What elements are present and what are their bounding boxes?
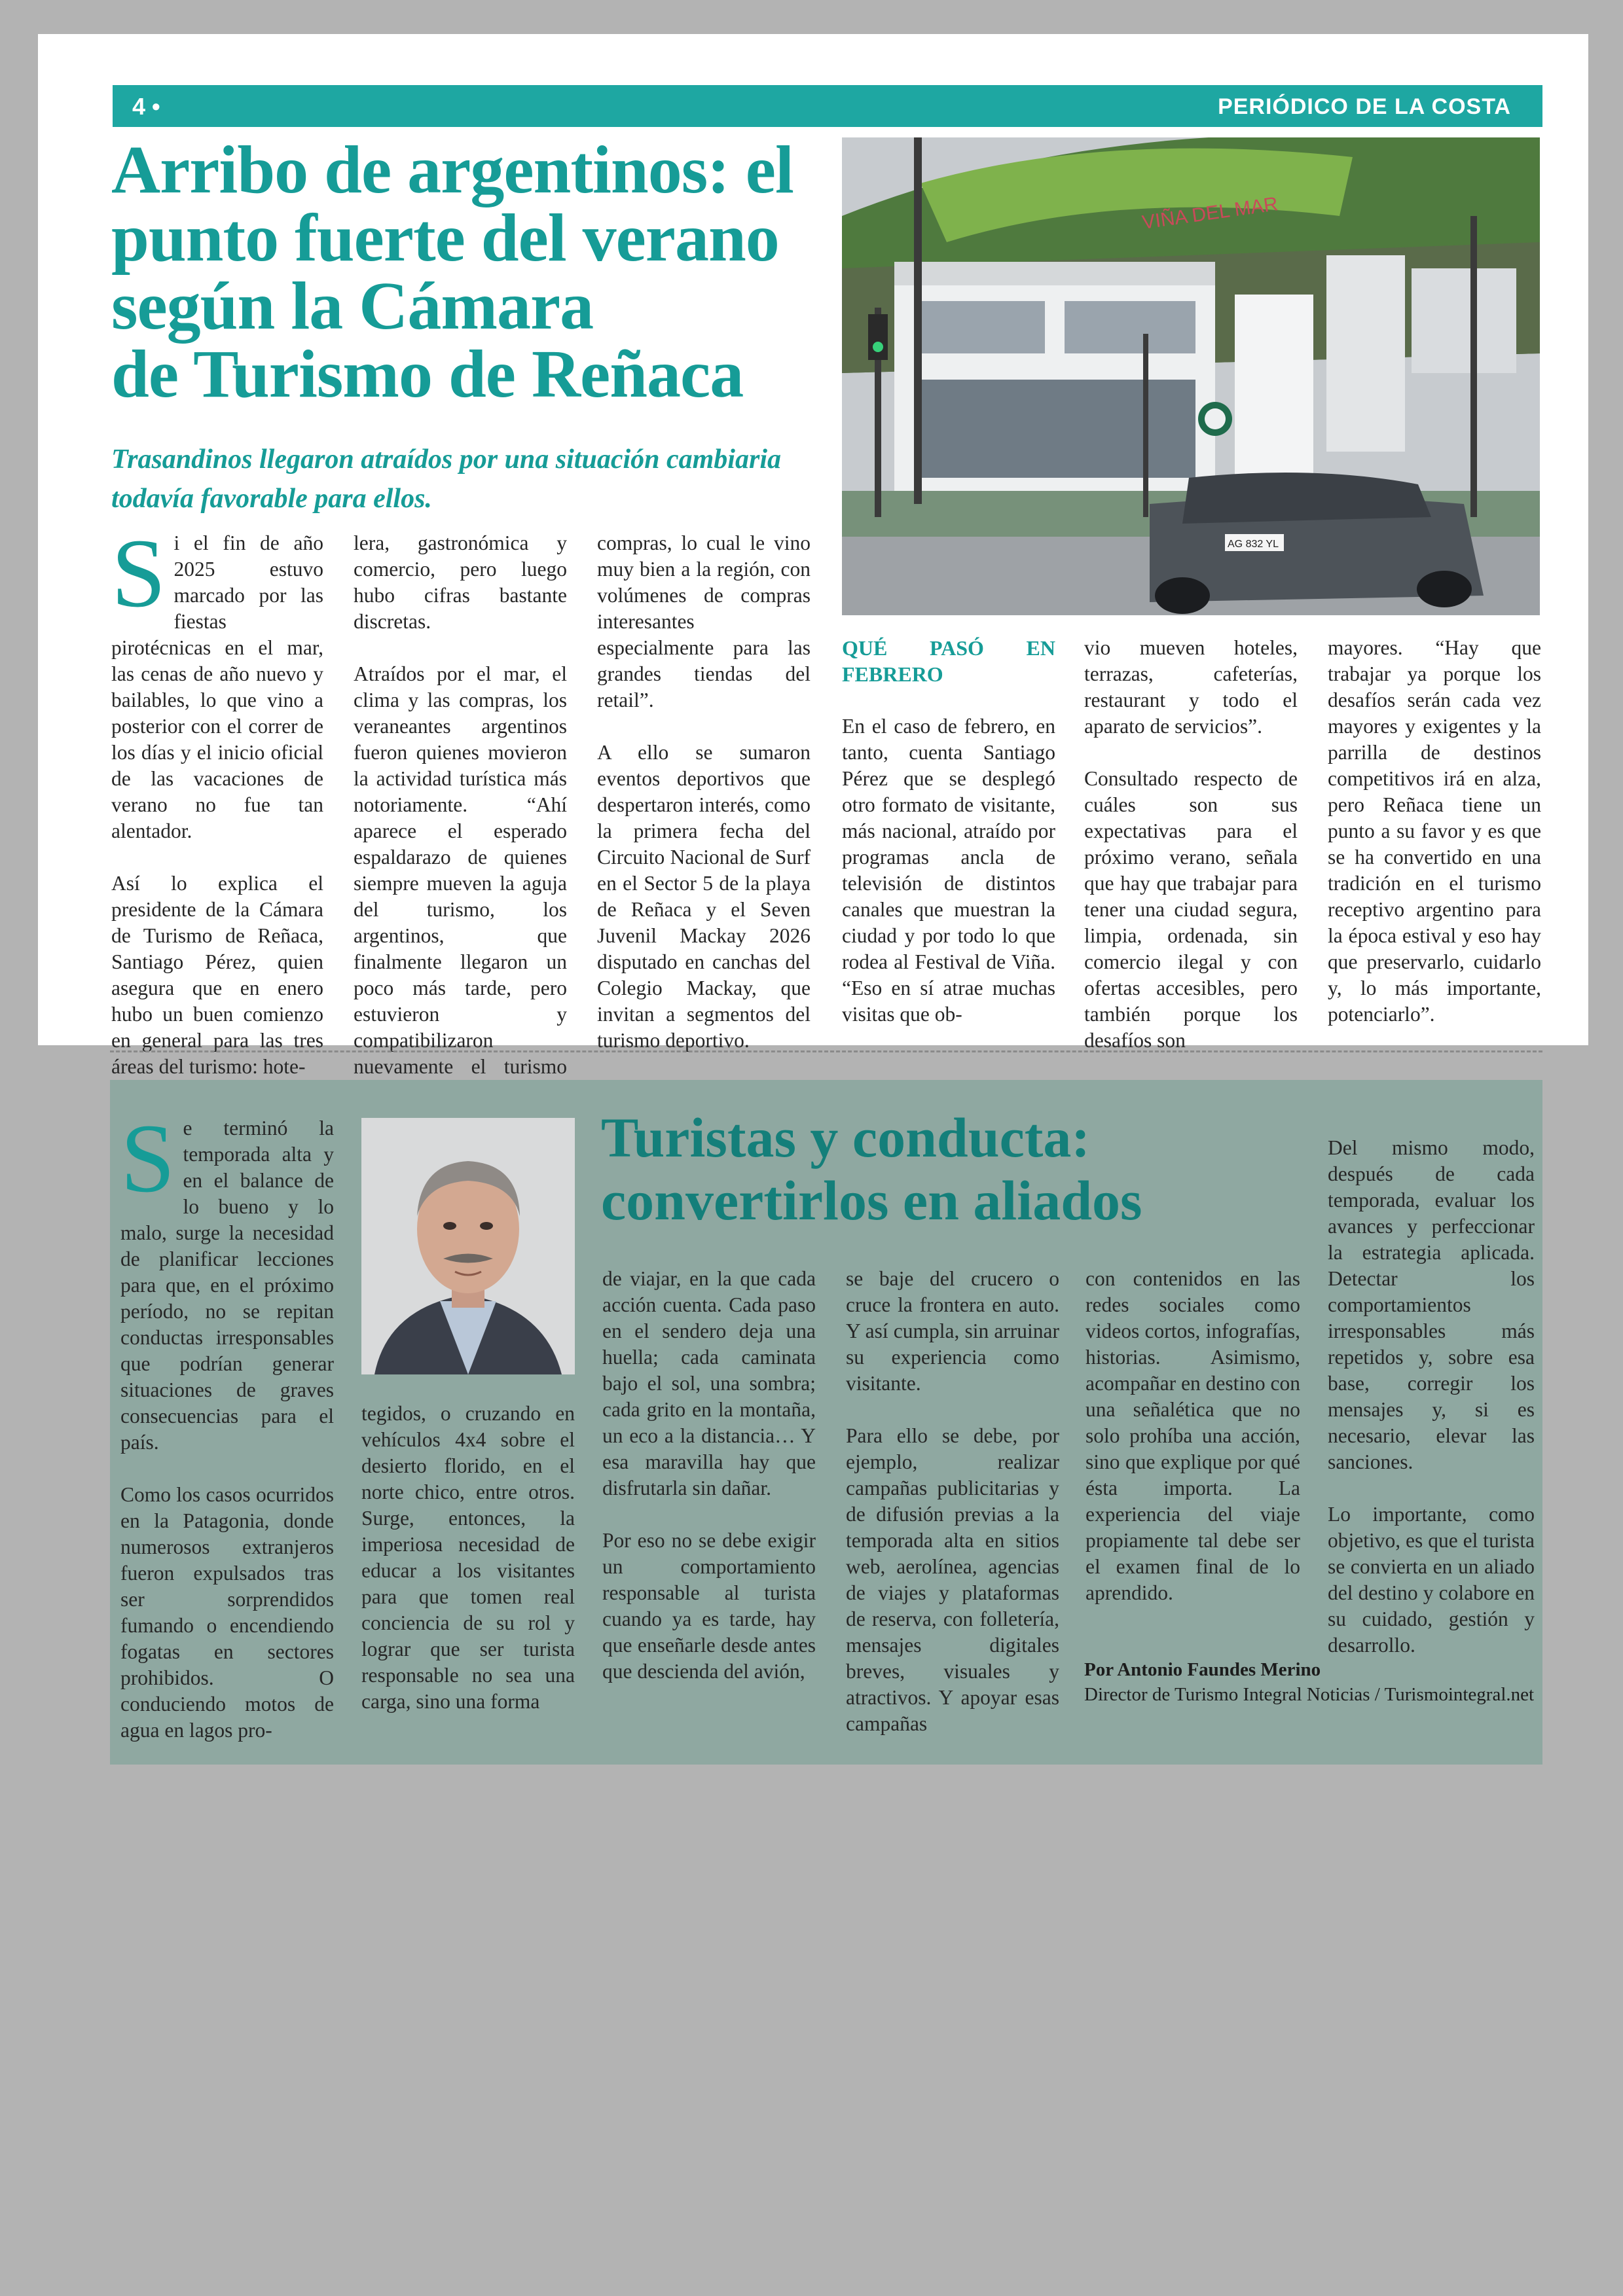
paragraph: con contenidos en las redes sociales como videos cortos, infografías, historias. Asimismo, acompañar en destino con una señalética que no solo prohíba una acción, sino que explique por qué ésta importa. La experiencia del viaje propiamente tal debe ser el examen final de lo aprendido. — [1085, 1267, 1300, 1604]
article-column-5 — [1084, 635, 1298, 1080]
paragraph: de viajar, en la que cada acción cuenta. Cada paso en el sendero deja una huella; cada caminata bajo el sol, una sombra; cada grito en la montaña, un eco a la distancia… Y esa maravilla hay que disfrutarla sin dañar. — [602, 1267, 816, 1499]
opinion-column-4 — [846, 1266, 1059, 1763]
paragraph: Como los casos ocurridos en la Patagonia, donde numerosos extranjeros fueron expulsados tras ser sorprendidos fumando o encendiendo fogatas en sectores prohibidos. O conduciendo motos de agua en lagos pro- — [120, 1483, 334, 1742]
opinion-byline — [1084, 1657, 1556, 1707]
paragraph: En el caso de febrero, en tanto, cuenta Santiago Pérez que se desplegó otro formato de visitante, más nacional, atraído por programas ancla de televisión de distintos canales que muestran la ciudad y por todo lo que rodea al Festival de Viña. “Eso en sí atrae muchas visitas que ob- — [842, 715, 1055, 1026]
opinion-column-6 — [1328, 1135, 1535, 1685]
street-scene-photo — [842, 137, 1540, 615]
article-headline: Arribo de argentinos: el punto fuerte del verano según la Cámara de Turismo de Reñaca — [111, 132, 793, 412]
hillside-sign: VIÑA DEL MAR — [1140, 193, 1279, 234]
paragraph: Así lo explica el presidente de la Cámara de Turismo de Reñaca, Santiago Pérez, quien asegura que en enero hubo un buen comienzo en general para las tres áreas del turismo: hote- — [111, 872, 323, 1078]
opinion-column-2 — [361, 1401, 575, 1741]
article-subheadline: Trasandinos llegaron atraídos por una situación cambiaria todavía favorable para ellos. — [111, 444, 781, 514]
paragraph: se baje del crucero o cruce la frontera en auto. Y así cumpla, sin arruinar su experiencia como visitante. — [846, 1267, 1059, 1395]
paragraph: Por eso no se debe exigir un comportamiento responsable al turista cuando ya es tarde, hay que enseñarle desde antes que descienda del avión, — [602, 1529, 816, 1683]
drop-cap: S — [111, 519, 166, 628]
opinion-column-5 — [1085, 1266, 1300, 1632]
paragraph: tegidos, o cruzando en vehículos 4x4 sobre el desierto florido, en el norte chico, entre otros. Surge, entonces, la imperiosa necesidad de educar a los visitantes para que tomen real conciencia de su rol y lograr que ser turista responsable no sea una carga, sino una forma — [361, 1402, 575, 1713]
article-column-1: Si el fin de año 2025 estuvo marcado por las fiestas pirotécnicas en el mar, las cenas de año nuevo y bailables, lo que vino a posterior con el correr de los días y el inicio oficial de las vacaciones de verano no fue tan alentador. Así lo explica el presidente de la Cámara de Turismo de Reñaca, Santiago Pérez, quien asegura que en enero hubo un buen comienzo en general para las tres áreas del turismo: hote- — [111, 530, 323, 1106]
article-column-4 — [842, 635, 1055, 1054]
dashed-divider — [110, 1050, 1542, 1052]
opinion-column-1: Se terminó la temporada alta y en el balance de lo bueno y lo malo, surge la necesidad de planificar lecciones para que, en el próximo período, no se repitan conductas irresponsables que podrían generar situaciones de graves consecuencias para el país. Como los casos ocurridos en la Patagonia, donde numerosos extranjeros fueron expulsados tras ser sorprendidos fumando o encendiendo fogatas en sectores prohibidos. O conduciendo motos de agua en lagos pro- — [120, 1115, 334, 1770]
paragraph: lera, gastronómica y comercio, pero luego hubo cifras bastante discretas. — [354, 531, 567, 633]
article-column-2 — [354, 530, 567, 1132]
author-name: Por Antonio Faundes Merino — [1084, 1659, 1321, 1680]
opinion-column-3 — [602, 1266, 816, 1711]
author-role: Director de Turismo Integral Noticias / Turismointegral.net — [1084, 1684, 1535, 1705]
author-portrait — [361, 1118, 575, 1374]
article-photo — [842, 137, 1540, 615]
page-number: 4 • — [132, 93, 160, 120]
article-column-6 — [1328, 635, 1541, 1054]
paragraph: Atraídos por el mar, el clima y las compras, los veraneantes argentinos fueron quienes movieron la actividad turística más notoriamente. “Ahí aparece el esperado espaldarazo de quienes siempre mueven la aguja del turismo, los argentinos, que finalmente llegaron un poco más tarde, pero estuvieron y compatibilizaron nuevamente el turismo — [354, 662, 567, 1078]
article-column-3 — [597, 530, 811, 1080]
paragraph: mayores. “Hay que trabajar ya porque los desafíos serán cada vez mayores y exigentes y la parrilla de destinos competitivos irá en alza, pero Reñaca tiene un punto a su favor y es que se ha convertido en una tradición en el turismo receptivo argentino para la época estival y eso hay que preservarlo, cuidarlo y, lo más importante, potenciarlo”. — [1328, 636, 1541, 1026]
paragraph: compras, lo cual le vino muy bien a la región, con volúmenes de compras interesantes especialmente para las grandes tiendas del retail”. — [597, 531, 811, 711]
paragraph: Para ello se debe, por ejemplo, realizar campañas publicitarias y de difusión previas a la temporada alta en sitios web, aerolínea, agencias de viajes y plataformas de reserva, con folletería, mensajes digitales breves, visuales y atractivos. Y apoyar esas campañas — [846, 1424, 1059, 1735]
opinion-title: Turistas y conducta: convertirlos en aliados — [601, 1106, 1142, 1232]
section-title: QUÉ PASÓ EN FEBRERO — [842, 636, 1055, 686]
paragraph: Del mismo modo, después de cada temporada, evaluar los avances y perfeccionar la estrategia aplicada. Detectar los comportamientos irresponsables más repetidos y, sobre esa base, corregir los mensajes y, si es necesario, elevar las sanciones. — [1328, 1136, 1535, 1473]
author-photo — [361, 1118, 575, 1374]
page-header-bar — [113, 85, 1542, 127]
publication-name: PERIÓDICO DE LA COSTA — [1218, 94, 1511, 119]
paragraph: Lo importante, como objetivo, es que el turista se convierta en un aliado del destino y colabore en su cuidado, gestión y desarrollo. — [1328, 1503, 1535, 1657]
paragraph: vio mueven hoteles, terrazas, cafeterías, restaurant y todo el aparato de servicios”. — [1084, 636, 1298, 738]
paragraph: Consultado respecto de cuáles son sus expectativas para el próximo verano, señala que hay que trabajar para tener una ciudad segura, limpia, ordenada, sin comercio ilegal y con ofertas accesibles, pero también porque los desafíos son — [1084, 767, 1298, 1052]
drop-cap: S — [120, 1104, 175, 1213]
license-plate: AG 832 YL — [1228, 539, 1279, 550]
paragraph: A ello se sumaron eventos deportivos que despertaron interés, como la primera fecha del Circuito Nacional de Surf en el Sector 5 de la playa de Reñaca y el Seven Juvenil Mackay 2026 disputado en canchas del Colegio Mackay, que invitan a segmentos del turismo deportivo. — [597, 741, 811, 1052]
